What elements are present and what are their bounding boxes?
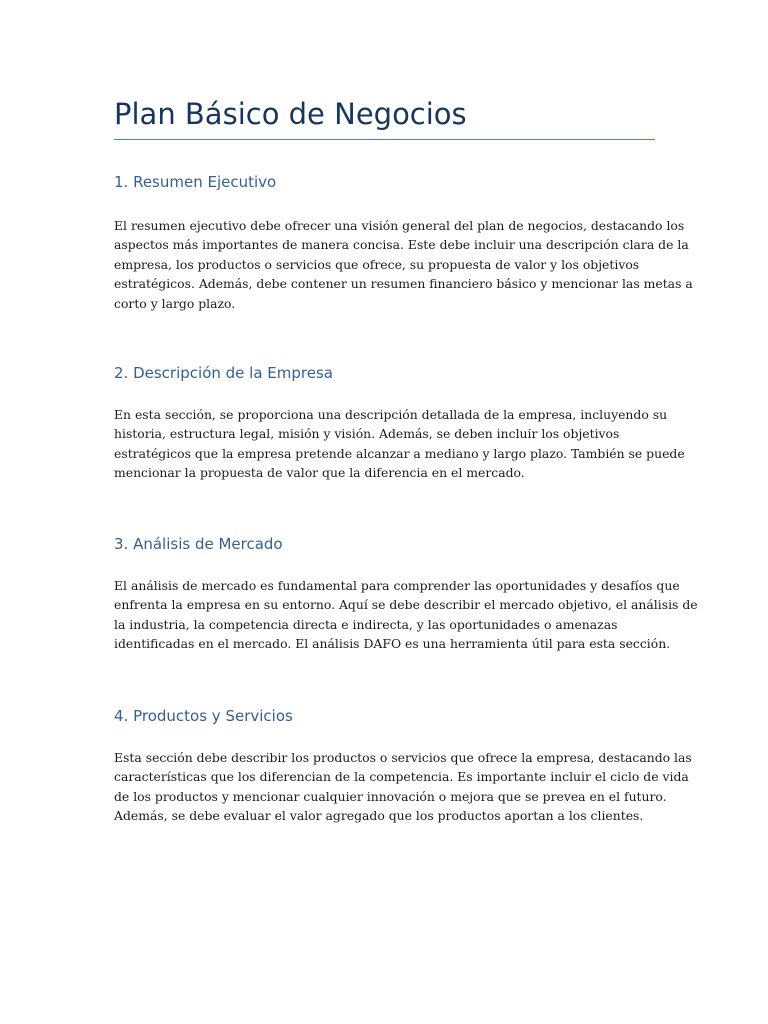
section-heading-resumen-ejecutivo: 1. Resumen Ejecutivo	[114, 173, 277, 191]
paragraph-line: aspectos más importantes de manera concisa. Este debe incluir una descripción clara de la	[114, 237, 689, 253]
paragraph-line: estratégicos que la empresa pretende alcanzar a mediano y largo plazo. También se puede	[114, 445, 685, 461]
paragraph-line: estratégicos. Además, debe contener un resumen financiero básico y mencionar las metas a	[114, 276, 693, 292]
paragraph-line: Esta sección debe describir los productos o servicios que ofrece la empresa, destacando las	[114, 750, 692, 765]
paragraph-line: mencionar la propuesta de valor que la diferencia en el mercado.	[114, 465, 525, 481]
paragraph-line: historia, estructura legal, misión y visión. Además, se deben incluir los objetivos	[114, 426, 620, 442]
paragraph-line: empresa, los productos o servicios que ofrece, su propuesta de valor y los objetivos	[114, 256, 640, 272]
paragraph-line: características que los diferencian de la competencia. Es importante incluir el ciclo de vida	[114, 769, 689, 785]
section-heading-analisis-mercado: 3. Análisis de Mercado	[114, 535, 283, 553]
title-underline-divider	[114, 139, 655, 140]
section-body-resumen-ejecutivo	[114, 216, 693, 313]
section-body-analisis-mercado	[114, 576, 698, 654]
section-heading-productos-servicios: 4. Productos y Servicios	[114, 707, 293, 725]
paragraph-line: corto y largo plazo.	[114, 295, 236, 311]
paragraph-line: En esta sección, se proporciona una descripción detallada de la empresa, incluyendo su	[114, 407, 668, 422]
paragraph-line: la industria, la competencia directa e indirecta, y las oportunidades o amenazas	[114, 616, 618, 632]
section-body-descripcion-empresa	[114, 405, 685, 483]
document-title: Plan Básico de Negocios	[114, 97, 467, 131]
section-body-productos-servicios	[114, 748, 692, 826]
paragraph-line: identificadas en el mercado. El análisis DAFO es una herramienta útil para esta sección.	[114, 636, 671, 652]
paragraph-line: El resumen ejecutivo debe ofrecer una visión general del plan de negocios, destacando los	[114, 218, 685, 233]
paragraph-line: Además, se debe evaluar el valor agregado que los productos aportan a los clientes.	[114, 808, 644, 824]
paragraph-line: El análisis de mercado es fundamental para comprender las oportunidades y desafíos que	[114, 578, 680, 593]
paragraph-line: de los productos y mencionar cualquier innovación o mejora que se prevea en el futuro.	[114, 788, 667, 804]
section-heading-descripcion-empresa: 2. Descripción de la Empresa	[114, 364, 333, 382]
paragraph-line: enfrenta la empresa en su entorno. Aquí se debe describir el mercado objetivo, el análisis de	[114, 597, 698, 613]
